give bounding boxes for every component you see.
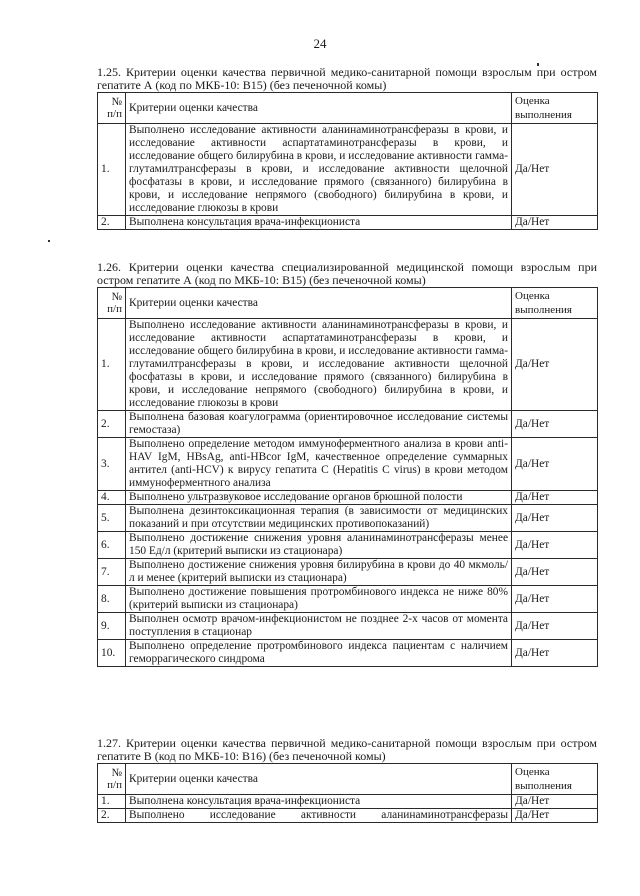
row-number: 6.: [98, 532, 126, 559]
section-heading: 1.25. Критерии оценки качества первичной медико-санитарной помощи взрослым при остром гепатите А (код по МКБ-10: В15) (без печеночной комы): [97, 65, 597, 92]
header-result: Оценка выполнения: [512, 288, 598, 319]
row-criterion: Выполнен осмотр врачом-инфекционистом не позднее 2-х часов от момента поступления в стационар: [126, 613, 512, 640]
criteria-table: [97, 287, 598, 667]
table-row: [98, 809, 598, 823]
table-row: [98, 586, 598, 613]
row-result: Да/Нет: [512, 640, 598, 667]
row-number: 2.: [98, 809, 126, 823]
row-number: 1.: [98, 124, 126, 216]
criteria-table: [97, 763, 598, 823]
row-criterion: Выполнено ультразвуковое исследование органов брюшной полости: [126, 491, 512, 505]
scan-speck: [48, 240, 50, 242]
section-heading: 1.26. Критерии оценки качества специализированной медицинской помощи взрослым при остром гепатите А (код по МКБ-10: В15) (без печеночной комы): [97, 260, 597, 287]
header-number: № п/п: [98, 288, 126, 319]
row-result: Да/Нет: [512, 411, 598, 438]
row-result: Да/Нет: [512, 809, 598, 823]
header-number: № п/п: [98, 93, 126, 124]
row-criterion: Выполнено исследование активности аланинаминотрансферазы: [126, 809, 512, 823]
row-criterion: Выполнена дезинтоксикационная терапия (в зависимости от медицинских показаний и при отсутствии медицинских противопоказаний): [126, 505, 512, 532]
table-row: [98, 319, 598, 411]
table-row: [98, 640, 598, 667]
row-result: Да/Нет: [512, 216, 598, 230]
row-criterion: Выполнена консультация врача-инфекциониста: [126, 795, 512, 809]
table-row: [98, 559, 598, 586]
row-result: Да/Нет: [512, 491, 598, 505]
table-header: [98, 93, 598, 124]
row-number: 3.: [98, 438, 126, 491]
row-result: Да/Нет: [512, 319, 598, 411]
section-heading: 1.27. Критерии оценки качества первичной медико-санитарной помощи взрослым при остром гепатите В (код по МКБ-10: В16) (без печеночной комы): [97, 736, 597, 763]
row-result: Да/Нет: [512, 613, 598, 640]
row-result: Да/Нет: [512, 124, 598, 216]
section-1-26: [97, 261, 597, 667]
row-criterion: Выполнена базовая коагулограмма (ориентировочное исследование системы гемостаза): [126, 411, 512, 438]
row-result: Да/Нет: [512, 586, 598, 613]
row-number: 5.: [98, 505, 126, 532]
table-row: [98, 124, 598, 216]
table-header: [98, 288, 598, 319]
row-number: 2.: [98, 216, 126, 230]
row-result: Да/Нет: [512, 532, 598, 559]
page-number: 24: [313, 36, 327, 51]
header-criteria: Критерии оценки качества: [126, 93, 512, 124]
row-criterion: Выполнено исследование активности аланинаминотрансферазы в крови, и исследование активности аспартатаминотрансферазы в крови, и исследование общего билирубина в крови, и исследование активности гамма-глутамилтрансферазы в крови, и исследование активности щелочной фосфатазы в крови, и исследование прямого (связанного) билирубина в крови, и исследование непрямого (свободного) билирубина в крови, и исследование глюкозы в крови: [126, 124, 512, 216]
table-row: [98, 505, 598, 532]
table-row: [98, 532, 598, 559]
header-criteria: Критерии оценки качества: [126, 764, 512, 795]
row-number: 8.: [98, 586, 126, 613]
table-row: [98, 216, 598, 230]
table-row: [98, 613, 598, 640]
row-criterion: Выполнено достижение снижения уровня аланинаминотрансферазы менее 150 Ед/л (критерий выписки из стационара): [126, 532, 512, 559]
row-criterion: Выполнена консультация врача-инфекциониста: [126, 216, 512, 230]
header-result: Оценка выполнения: [512, 764, 598, 795]
row-number: 4.: [98, 491, 126, 505]
header-result: Оценка выполнения: [512, 93, 598, 124]
row-number: 1.: [98, 319, 126, 411]
row-number: 2.: [98, 411, 126, 438]
table-row: [98, 438, 598, 491]
table-row: [98, 795, 598, 809]
row-number: 9.: [98, 613, 126, 640]
row-criterion: Выполнено определение методом иммуноферментного анализа в крови anti-HAV IgM, HBsAg, anti-HBcor IgM, качественное определение суммарных антител (anti-HCV) к вирусу гепатита С (Hepatitis С virus) в крови методом иммуноферментного анализа: [126, 438, 512, 491]
criteria-table: [97, 92, 598, 230]
table-row: [98, 411, 598, 438]
row-criterion: Выполнено исследование активности аланинаминотрансферазы в крови, и исследование активности аспартатаминотрансферазы в крови, и исследование общего билирубина в крови, и исследование активности гамма-глутамилтрансферазы в крови, и исследование активности щелочной фосфатазы в крови, и исследование прямого (связанного) билирубина в крови, и исследование непрямого (свободного) билирубина в крови, и исследование глюкозы в крови: [126, 319, 512, 411]
table-row: [98, 491, 598, 505]
row-result: Да/Нет: [512, 795, 598, 809]
header-criteria: Критерии оценки качества: [126, 288, 512, 319]
row-number: 10.: [98, 640, 126, 667]
row-result: Да/Нет: [512, 438, 598, 491]
table-header: [98, 764, 598, 795]
section-1-25: [97, 66, 597, 230]
row-result: Да/Нет: [512, 505, 598, 532]
row-number: 1.: [98, 795, 126, 809]
row-criterion: Выполнено достижение повышения протромбинового индекса не ниже 80% (критерий выписки из стационара): [126, 586, 512, 613]
row-number: 7.: [98, 559, 126, 586]
header-number: № п/п: [98, 764, 126, 795]
section-1-27: [97, 737, 597, 823]
row-result: Да/Нет: [512, 559, 598, 586]
row-criterion: Выполнено достижение снижения уровня билирубина в крови до 40 мкмоль/л и менее (критерий выписки из стационара): [126, 559, 512, 586]
row-criterion: Выполнено определение протромбинового индекса пациентам с наличием геморрагического синдрома: [126, 640, 512, 667]
